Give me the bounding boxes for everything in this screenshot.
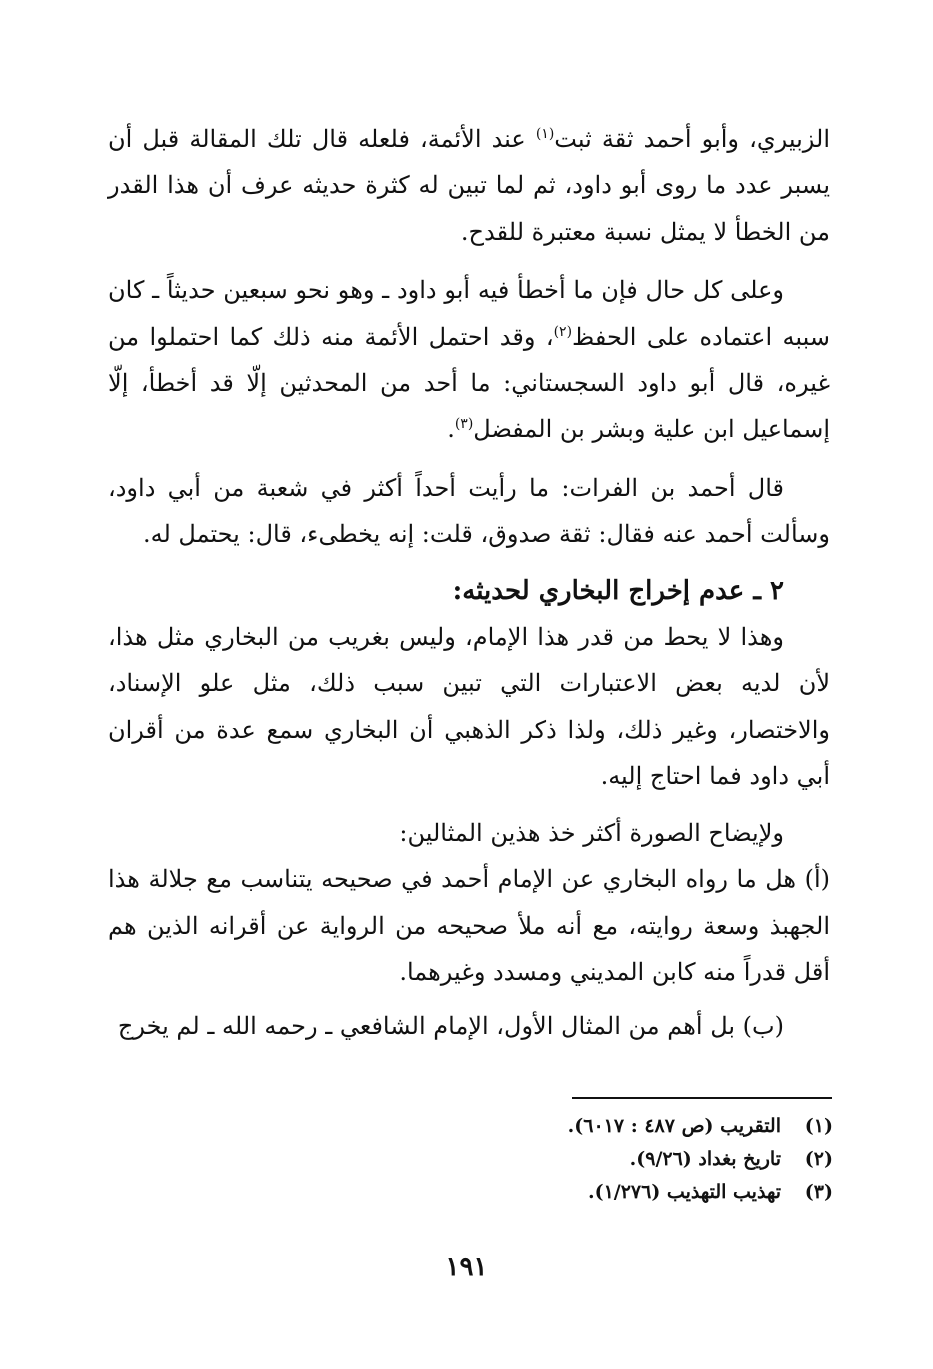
example-a: (أ) هل ما رواه البخاري عن الإمام أحمد في صحيحه يتناسب مع جلالة هذا الجهبذ وسعة روايته، مع أنه ملأ صحيحه من الرواية عن أقرانه الذين هم أقل قدراً منه كابن المديني ومسدد وغيرهما. (108, 865, 830, 986)
paragraph-1 (108, 116, 830, 255)
footnote-text: تاريخ بغداد (٩/٢٦). (629, 1148, 781, 1170)
footnote-ref-3[interactable]: (٣) (454, 416, 474, 433)
footnote-2 (333, 1143, 833, 1176)
paragraph-2 (108, 267, 830, 453)
footnote-divider (572, 1097, 832, 1099)
footnote-1 (333, 1110, 833, 1143)
footnote-number: (٣) (804, 1181, 833, 1203)
footnotes (333, 1110, 833, 1209)
paragraph-2-part-b: ، وقد احتمل الأئمة منه ذلك كما احتملوا من غيره، قال أبو داود السجستاني: ما أحد من المحدثين إلّا قد أخطأ، إلّا إسماعيل ابن علية وبشر بن المفضل (108, 322, 830, 444)
paragraph-4: وهذا لا يحط من قدر هذا الإمام، وليس بغريب من البخاري مثل هذا، لأن لديه بعض الاعتبارات التي تبين سبب ذلك، مثل علو الإسناد، والاختصار، وغير ذلك، ولذا ذكر الذهبي أن البخاري سمع عدة من أقران أبي داود فما احتاج إليه. (108, 623, 831, 791)
paragraph-2-part-a: وعلى كل حال فإن ما أخطأ فيه أبو داود ـ وهو نحو سبعين حديثاً ـ كان سببه اعتماده على الحفظ (108, 276, 830, 351)
paragraph-1-part-a: الزبيري، وأبو أحمد ثقة ثبت (554, 125, 830, 153)
footnote-ref-2[interactable]: (٢) (553, 323, 573, 340)
paragraph-2-part-c: . (447, 415, 455, 444)
paragraph-5: ولإيضاح الصورة أكثر خذ هذين المثالين: (399, 818, 784, 847)
section-heading: ٢ ـ عدم إخراج البخاري لحديثه: (452, 575, 784, 606)
footnote-number: (١) (804, 1115, 833, 1137)
paragraph-1-part-b: عند الأئمة، فلعله قال تلك المقالة قبل أن يسبر عدد ما روى أبو داود، ثم لما تبين له كثرة حديثه عرف أن هذا القدر من الخطأ لا يمثل نسبة معتبرة للقدح. (108, 125, 830, 246)
paragraph-3: قال أحمد بن الفرات: ما رأيت أحداً أكثر في شعبة من أبي داود، وسألت أحمد عنه فقال: ثقة صدوق، قلت: إنه يخطىء، قال: يحتمل له. (108, 473, 830, 549)
main-text (108, 116, 830, 1050)
footnote-number: (٢) (804, 1148, 833, 1170)
page-number: ١٩١ (445, 1252, 488, 1282)
footnote-text: التقريب (ص ٤٨٧ : ٦٠١٧). (567, 1115, 781, 1137)
footnote-text: تهذيب التهذيب (١/٢٧٦). (587, 1181, 781, 1203)
footnote-ref-1[interactable]: (١) (535, 126, 555, 142)
footnote-3 (333, 1176, 833, 1209)
example-b: (ب) بل أهم من المثال الأول، الإمام الشافعي ـ رحمه الله ـ لم يخرج (117, 1012, 784, 1041)
